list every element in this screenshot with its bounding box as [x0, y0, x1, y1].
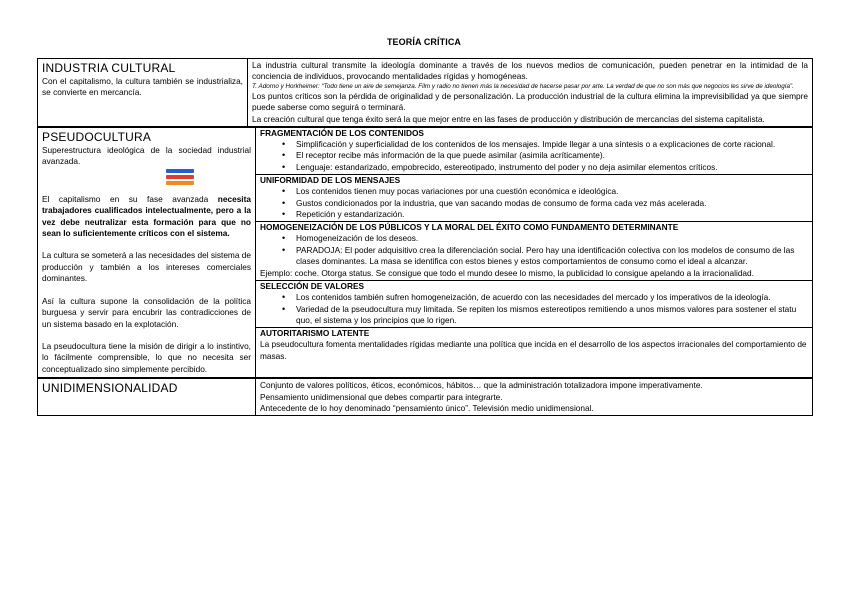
list-item: • Los contenidos tienen muy pocas variaciones por una cuestión económica e ideológica. [296, 186, 808, 197]
pseudocultura-paragraph-5: La pseudocultura tiene la misión de dirigir a lo instintivo, lo fácilmente comprensible, lo que no necesita ser conceptualizado sino simplemente percibido. [42, 340, 251, 374]
industria-paragraph-2: Los puntos críticos son la pérdida de originalidad y de personalización. La producción industrial de la cultura elimina la imprevisibilidad ya que siempre puede saberse como seguirá o terminará. [252, 90, 808, 113]
homogeneizacion-example: Ejemplo: coche. Otorga status. Se consigue que todo el mundo desee lo mismo, la publicidad lo consigue apelando a la irracionalidad. [260, 267, 754, 278]
industria-paragraph-1: La industria cultural transmite la ideología dominante a través de los nuevos medios de comunicación, pueden penetrar en la intimidad de la conciencia de individuos, provocando mentalidades rígidas y homogéneas. [252, 60, 808, 82]
pseudocultura-paragraph-3: La cultura se someterá a las necesidades del sistema de producción y también a los intereses comerciales dominantes. [42, 250, 251, 284]
section-fragmentacion [256, 128, 812, 174]
list-item: • Variedad de la pseudocultura muy limitada. Se repiten los mismos estereotipos remitiendo a unos mismos valores para sostener el statu quo, el sistema y los principios que lo rigen. [296, 304, 808, 327]
section-seleccion [256, 280, 812, 327]
list-item: • Gustos condicionados por la industria, que van sacando modas de consumo de forma cada vez más acelerada. [296, 198, 808, 209]
industria-description: Con el capitalismo, la cultura también se industrializa, se convierte en mercancía. [42, 76, 243, 98]
seleccion-heading: SELECCIÓN DE VALORES [260, 281, 365, 292]
decorative-logo [42, 169, 251, 191]
logo-bar-orange [166, 181, 194, 185]
unidimensionalidad-heading: UNIDIMENSIONALIDAD [42, 381, 178, 396]
industria-heading: INDUSTRIA CULTURAL [42, 61, 176, 75]
list-item: • Homogeneización de los deseos. [296, 233, 808, 244]
fragmentacion-heading: FRAGMENTACIÓN DE LOS CONTENIDOS [260, 128, 424, 139]
section-autoritarismo [256, 327, 812, 363]
unidimensionalidad-right-cell [256, 379, 812, 415]
theory-table [37, 58, 813, 416]
page-title: TEORÍA CRÍTICA [386, 37, 462, 47]
pseudocultura-left-cell [38, 128, 256, 377]
list-item: • Simplificación y superficialidad de los contenidos de los mensajes. Impide llegar a una síntesis o a explicaciones de corte racional. [296, 139, 808, 150]
homogeneizacion-heading: HOMOGENEIZACIÓN DE LOS PÚBLICOS Y LA MORAL DEL ÉXITO COMO FUNDAMENTO DETERMINANTE [260, 222, 679, 233]
list-item: • Los contenidos también sufren homogeneización, de acuerdo con las necesidades del mercado y los imperativos de la ideología. [296, 292, 808, 303]
adorno-quote: T. Adorno y Horkheimer: “Todo tiene un aire de semejanza. Film y radio no tienen más la necesidad de hacerse pasar por arte. La verdad de que no son más que negocios les sirve de ideología”. [252, 82, 794, 90]
row-industria-cultural [38, 59, 812, 126]
list-item: • PARADOJA: El poder adquisitivo crea la diferenciación social. Pero hay una identificación colectiva con los modelos de consumo de las clases dominantes. La masa se identifica con estos bienes y estos comportamientos de consumo como el ideal a alcanzar. [296, 245, 808, 268]
list-item: • Lenguaje: estandarizado, empobrecido, estereotipado, instrumento del poder y no deja asimilar elementos críticos. [296, 162, 808, 173]
logo-bar-blue [166, 169, 194, 173]
pseudocultura-right-cell [256, 128, 812, 377]
autoritarismo-heading: AUTORITARISMO LATENTE [260, 328, 370, 339]
industria-right-cell [248, 59, 812, 126]
logo-bar-red [166, 175, 194, 179]
list-item: • Repetición y estandarización. [296, 209, 808, 220]
uniformidad-heading: UNIFORMIDAD DE LOS MENSAJES [260, 175, 401, 186]
section-homogeneizacion [256, 221, 812, 280]
pseudocultura-paragraph-2: El capitalismo en su fase avanzada necesita trabajadores cualificados intelectualmente, pero a la vez debe neutralizar esta formación para que no sean lo suficientemente críticos con el sistema. [42, 193, 251, 239]
list-item: • El receptor recibe más información de la que puede asimilar (asimila acríticamente). [296, 150, 808, 161]
pseudocultura-paragraph-4: Así la cultura supone la consolidación de la política burguesa y servir para encubrir las contradicciones de un sistema basado en la explotación. [42, 295, 251, 329]
pseudocultura-heading: PSEUDOCULTURA [42, 130, 152, 145]
autoritarismo-paragraph: La pseudocultura fomenta mentalidades rígidas mediante una política que incida en el desarrollo de los aspectos irracionales del comportamiento de masas. [260, 339, 807, 361]
row-unidimensionalidad [38, 377, 812, 415]
unidimensionalidad-line-3: Antecedente de lo hoy denominado “pensamiento único”. Televisión medio unidimensional. [260, 402, 594, 413]
section-uniformidad [256, 174, 812, 221]
industria-left-cell [38, 59, 248, 126]
unidimensionalidad-left-cell [38, 379, 256, 415]
unidimensionalidad-line-1: Conjunto de valores políticos, éticos, económicos, hábitos… que la administración totalizadora impone imperativamente. [260, 380, 703, 391]
unidimensionalidad-line-2: Pensamiento unidimensional que debes compartir para integrarte. [260, 391, 503, 402]
industria-paragraph-3: La creación cultural que tenga éxito será la que mejor entre en las fases de producción y distribución de mercancías del sistema capitalista. [252, 113, 765, 124]
pseudocultura-paragraph-1: Superestructura ideológica de la sociedad industrial avanzada. [42, 145, 251, 167]
row-pseudocultura [38, 126, 812, 377]
